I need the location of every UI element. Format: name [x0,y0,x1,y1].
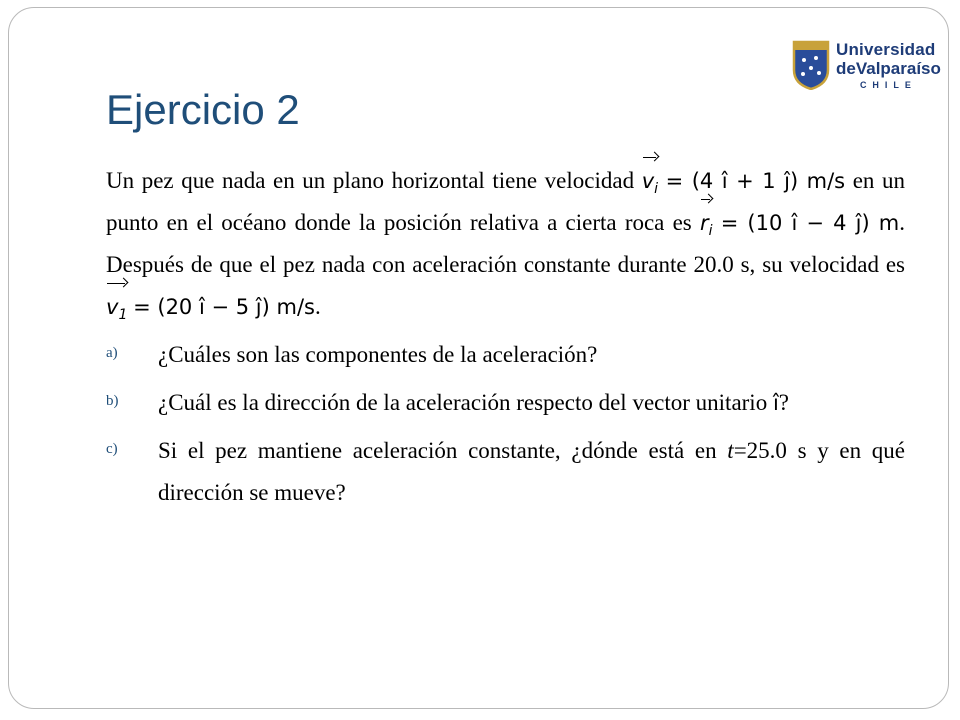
university-logo [792,28,950,102]
logo-line-3: CHILE [859,79,917,90]
question-text: Si el pez mantiene aceleración constante, ¿dónde está en t=25.0 s y en qué dirección se mueve? [158,438,905,505]
slide-title: Ejercicio 2 [106,86,300,133]
initial-position-value: = (10 î − 4 ĵ) m [720,211,900,235]
shield-icon [792,40,830,90]
problem-statement [106,160,905,328]
time-variable: t [727,438,734,463]
final-velocity-value: = (20 î − 5 ĵ) m/s [133,295,315,319]
question-text: ¿Cuál es la dirección de la aceleración respecto del vector unitario î? [158,390,790,415]
slide-body [106,160,905,514]
problem-text-1: Un pez que nada en un plano horizontal tiene velocidad [106,168,635,193]
question-marker: a) [106,345,118,361]
question-b [106,382,905,424]
question-marker: c) [106,441,118,457]
logo-line-1: Universidad [836,39,936,59]
initial-position-vector: $r_i$ [700,202,713,244]
unit-vector-symbol: î [772,391,779,415]
logo-line-2: deValparaíso [836,58,941,78]
question-list [106,334,905,514]
problem-text-4: . [314,294,321,319]
initial-velocity-value: = (4 î + 1 ĵ) m/s [665,169,846,193]
final-velocity-vector: $v_1$ [106,286,127,328]
problem-text-3: . Después de que el pez nada con aceleración constante durante 20.0 s, su velocidad es [106,210,905,277]
question-text: ¿Cuáles son las componentes de la aceleración? [158,342,598,367]
question-c [106,430,905,514]
question-marker: b) [106,393,119,409]
problem-text-2: en un punto en el océano donde la posición relativa a cierta roca es [106,168,906,235]
logo-wordmark [836,41,941,90]
initial-velocity-vector: $v_i$ [642,160,658,202]
question-a [106,334,905,376]
